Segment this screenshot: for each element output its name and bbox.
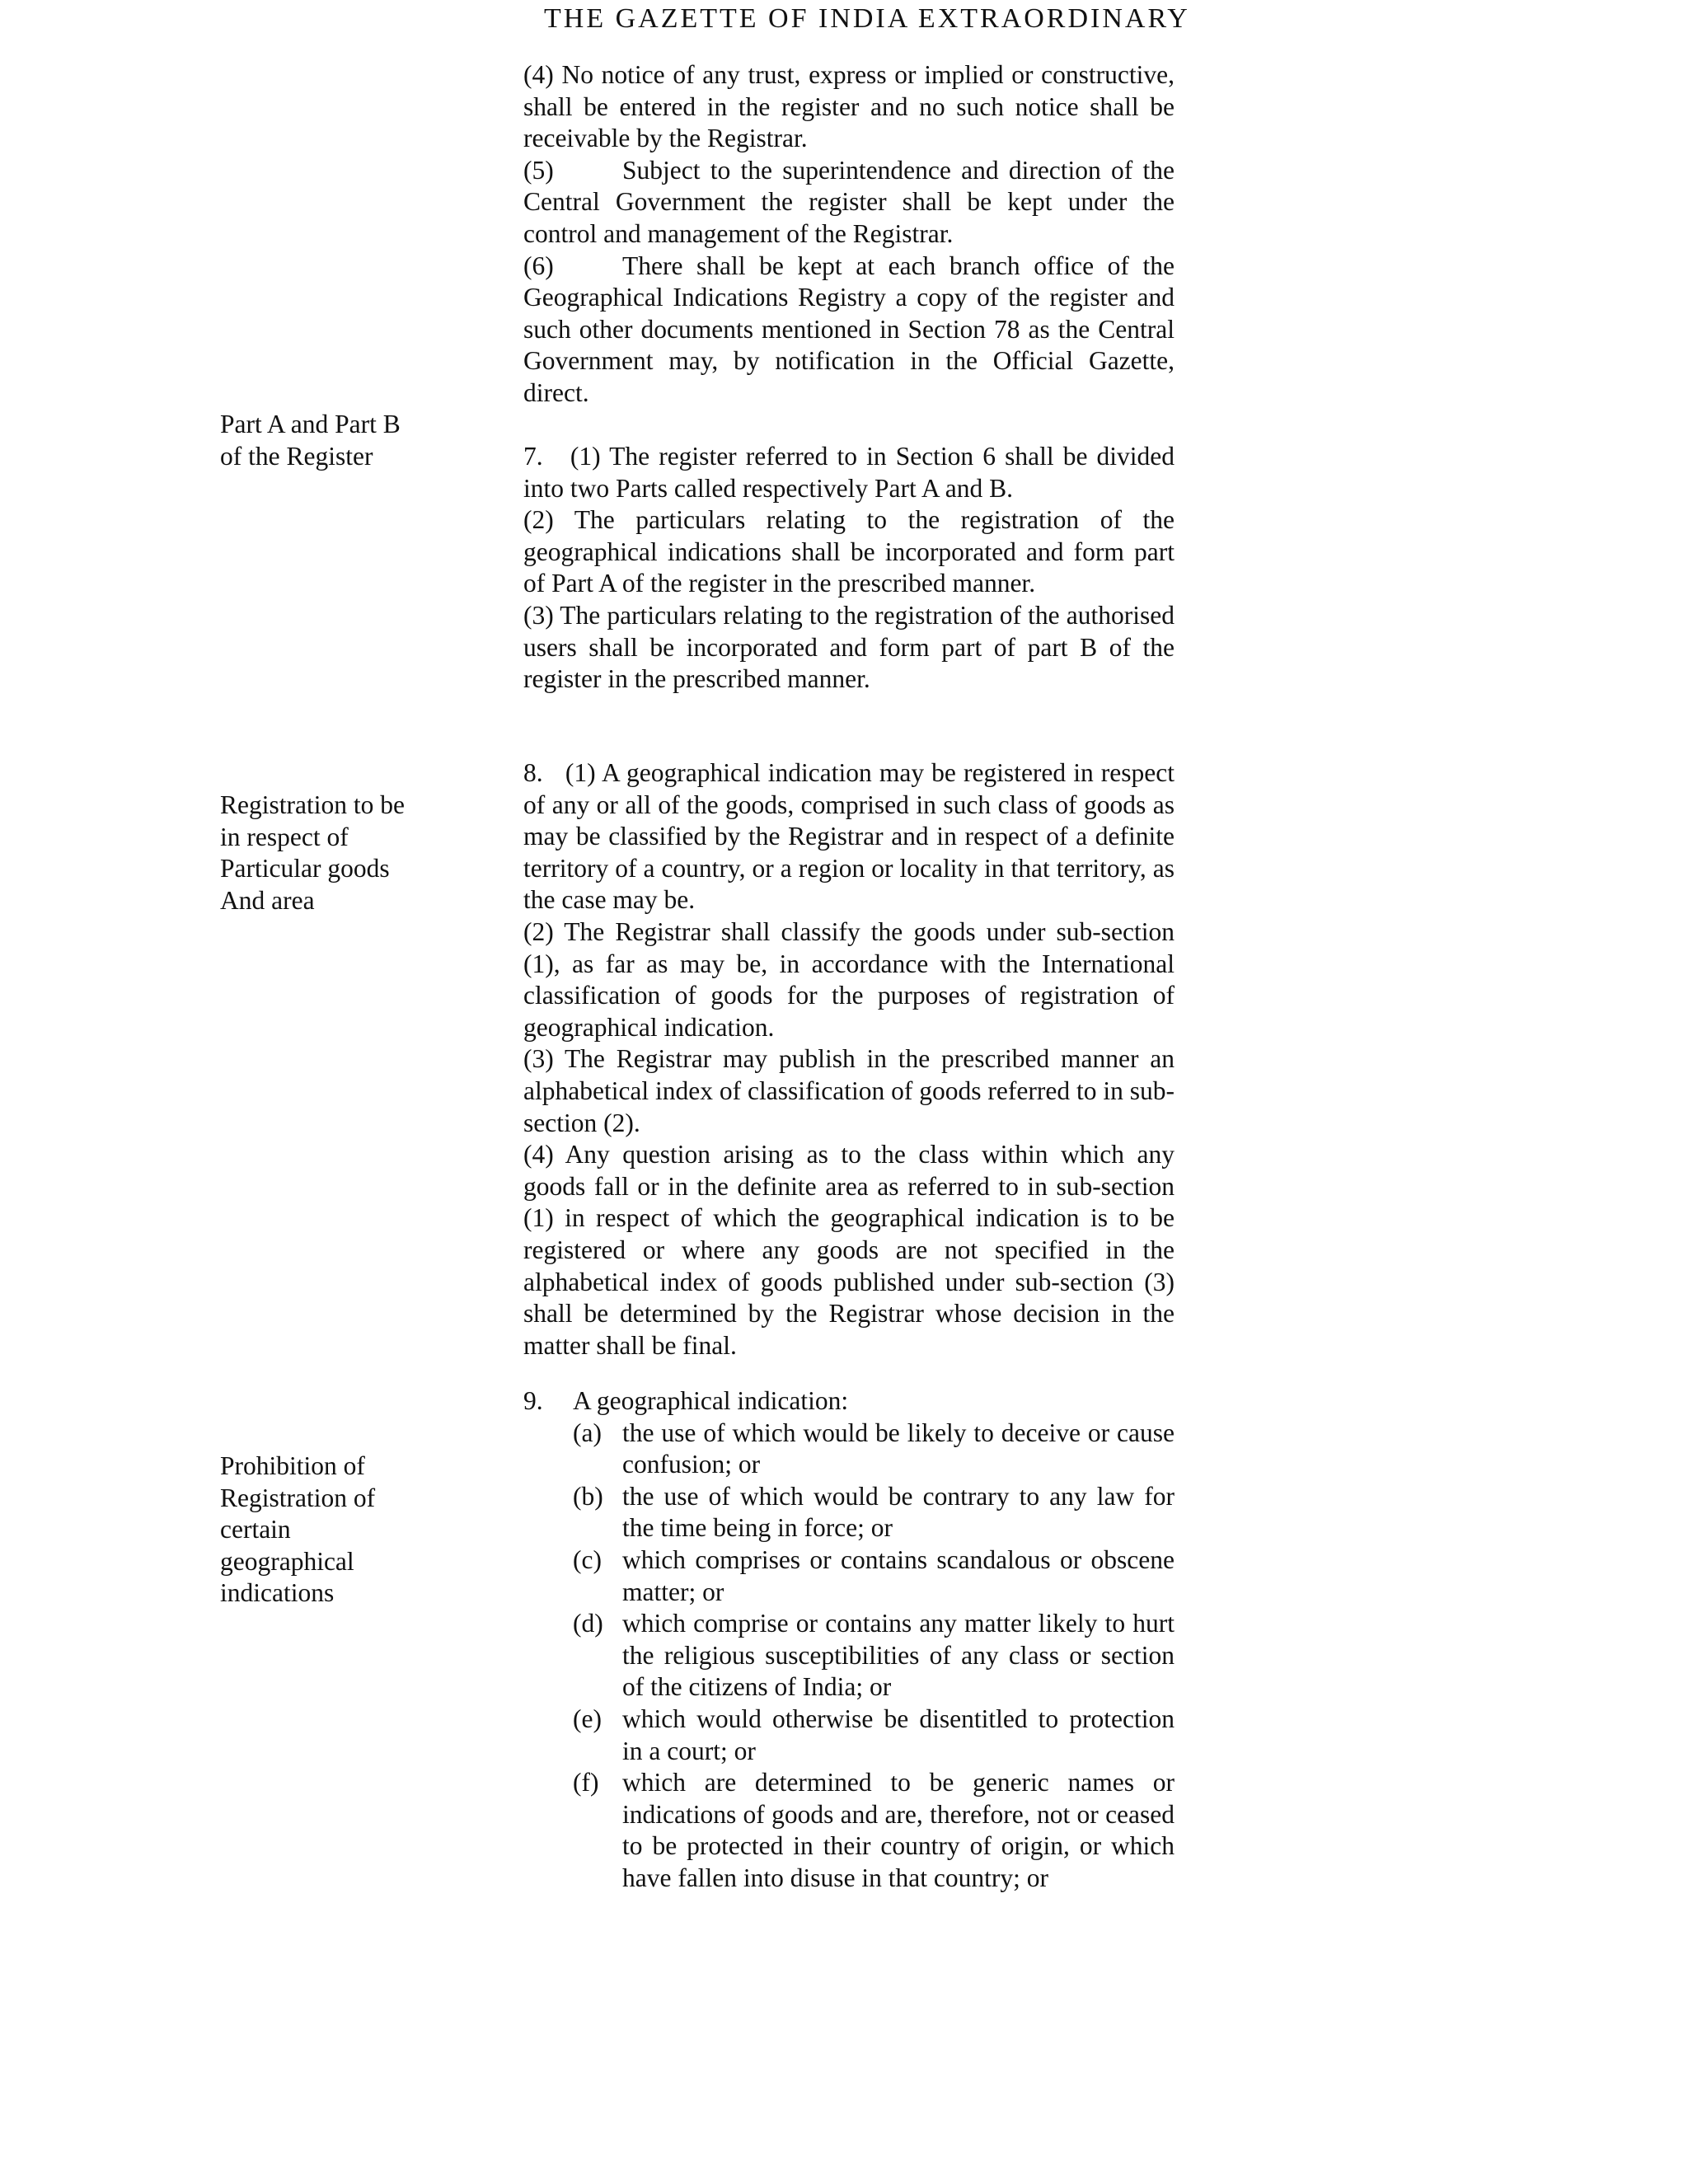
section-number: 9.: [523, 1386, 543, 1415]
clause-letter: (f): [573, 1768, 599, 1797]
clause-e: [573, 1704, 1175, 1767]
section-8: [523, 757, 1181, 1361]
clause-text: the use of which would be contrary to any law for the time being in force; or: [622, 1481, 1175, 1543]
clause-text: which comprise or contains any matter likely to hurt the religious susceptibilities of any class or section of the citizens of India; or: [622, 1609, 1175, 1702]
section-8-subsection-2: (2) The Registrar shall classify the goods under sub-section (1), as far as may be, in accordance with the International classification of goods for the purposes of registration of geographical indication.: [523, 916, 1175, 1042]
clause-letter: (d): [573, 1609, 603, 1638]
clause-letter: (a): [573, 1418, 602, 1447]
clause-a: [573, 1418, 1175, 1481]
clause-text: which are determined to be generic names or indications of goods and are, therefore, not or ceased to be protected in their country of origin, or which have fallen into disuse in that country; or: [622, 1768, 1175, 1892]
clause-d: [573, 1608, 1175, 1704]
clause-text: which would otherwise be disentitled to protection in a court; or: [622, 1704, 1175, 1765]
section-9-margin-note: Prohibition of Registration of certain geographical indications: [220, 1451, 376, 1608]
clause-f: [573, 1767, 1175, 1894]
section-8-margin-note: Registration to be in respect of Particular goods And area: [220, 790, 405, 915]
subsection-number: (5): [523, 155, 554, 185]
section-7-subsection-2: (2) The particulars relating to the registration of the geographical indications shall be incorporated and form part of Part A of the register in the prescribed manner.: [523, 505, 1175, 598]
section-8-subsection-1: 8. (1) A geographical indication may be registered in respect of any or all of the goods, comprised in such class of goods as may be classified by the Registrar and in respect of a definite territory of a country, or a region or locality in that territory, as the case may be.: [523, 758, 1181, 915]
running-header: [544, 3, 1190, 58]
clause-text: which comprises or contains scandalous or obscene matter; or: [622, 1544, 1175, 1606]
clause-text: the use of which would be likely to deceive or cause confusion; or: [622, 1418, 1175, 1479]
section-7-subsection-3: (3) The particulars relating to the registration of the authorised users shall be incorporated and form part of part B of the register in the prescribed manner.: [523, 600, 1175, 694]
clause-letter: (e): [573, 1704, 602, 1733]
section-7-margin-note: Part A and Part B of the Register: [220, 410, 401, 471]
section-6-subsection-5: [523, 155, 1175, 251]
subsection-text: Subject to the superintendence and direction of the Central Government the register shall be kept under the control and management of the Registrar.: [523, 155, 1175, 248]
section-7: [523, 441, 1181, 696]
section-intro: A geographical indication:: [573, 1386, 849, 1415]
section-7-subsection-1: 7. (1) The register referred to in Section 6 shall be divided into two Parts called respectively Part A and B.: [523, 442, 1181, 503]
clause-letter: (c): [573, 1544, 602, 1574]
clause-b: [573, 1481, 1175, 1544]
section-8-subsection-4: (4) Any question arising as to the class within which any goods fall or in the definite area as referred to in sub-section (1) in respect of which the geographical indication is to be registered or where any goods are not specified in the alphabetical index of goods published under sub-section (3) shall be determined by the Registrar whose decision in the matter shall be final.: [523, 1140, 1175, 1360]
subsection-number: (6): [523, 251, 554, 280]
clause-letter: (b): [573, 1481, 603, 1511]
section-9-heading: [523, 1385, 1175, 1418]
gazette-title: THE GAZETTE OF INDIA EXTRAORDINARY: [544, 3, 1190, 34]
clause-c: [573, 1544, 1175, 1608]
section-9: [523, 1385, 1175, 1895]
subsection-text: There shall be kept at each branch office of the Geographical Indications Registry a copy of the register and such other documents mentioned in Section 78 as the Central Government may, by notification in the Official Gazette, direct.: [523, 251, 1175, 407]
section-6-subsection-4: (4) No notice of any trust, express or implied or constructive, shall be entered in the register and no such notice shall be receivable by the Registrar.: [523, 60, 1175, 153]
section-8-subsection-3: (3) The Registrar may publish in the prescribed manner an alphabetical index of classification of goods referred to in sub-section (2).: [523, 1044, 1175, 1137]
section-6-continuation: [523, 59, 1175, 410]
section-6-subsection-6: [523, 251, 1175, 410]
